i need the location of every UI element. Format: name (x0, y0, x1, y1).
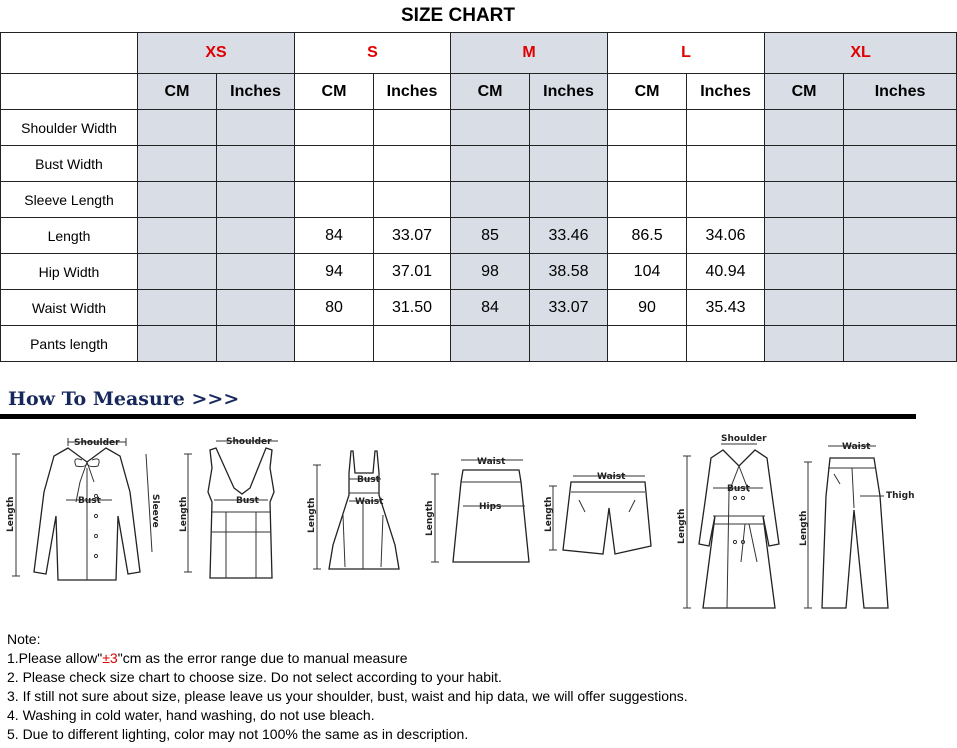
table-row (1, 290, 957, 326)
table-cell (374, 182, 451, 218)
table-cell: 37.01 (374, 254, 451, 290)
table-cell: 94 (295, 254, 374, 290)
table-row (1, 146, 957, 182)
table-cell: 33.07 (374, 218, 451, 254)
size-header-l: L (608, 33, 765, 74)
note-1-post: "cm as the error range due to manual measure (117, 650, 408, 666)
table-cell (295, 182, 374, 218)
label-bust: Bust (78, 496, 101, 506)
note-1-pre: 1.Please allow" (7, 650, 103, 666)
row-label: Shoulder Width (1, 110, 138, 146)
table-cell: 33.46 (530, 218, 608, 254)
size-header-xl: XL (765, 33, 957, 74)
table-cell (138, 146, 217, 182)
unit-inches: Inches (217, 74, 295, 110)
table-cell (608, 326, 687, 362)
table-cell (451, 326, 530, 362)
label-shoulder: Shoulder (74, 438, 120, 448)
size-header-m: M (451, 33, 608, 74)
table-row (1, 326, 957, 362)
table-cell (138, 326, 217, 362)
notes-heading: Note: (7, 631, 41, 647)
table-row (1, 110, 957, 146)
table-cell (530, 326, 608, 362)
table-cell (374, 146, 451, 182)
table-cell (138, 290, 217, 326)
table-cell: 35.43 (687, 290, 765, 326)
table-cell (687, 110, 765, 146)
unit-header-row (1, 74, 957, 110)
table-cell: 80 (295, 290, 374, 326)
label-waist: Waist (477, 457, 506, 467)
table-cell (765, 110, 844, 146)
table-cell (844, 290, 957, 326)
table-cell: 84 (295, 218, 374, 254)
table-cell (295, 146, 374, 182)
table-cell (765, 182, 844, 218)
table-cell (138, 254, 217, 290)
table-cell (217, 146, 295, 182)
label-shoulder: Shoulder (226, 437, 272, 447)
strap-dress-diagram (305, 445, 415, 585)
label-waist: Waist (355, 497, 384, 507)
notes-section (7, 630, 688, 744)
label-bust: Bust (357, 475, 380, 485)
table-cell (374, 110, 451, 146)
size-header-row (1, 33, 957, 74)
label-length: Length (425, 500, 435, 536)
label-hips: Hips (479, 502, 502, 512)
unit-inches: Inches (844, 74, 957, 110)
label-bust: Bust (727, 484, 750, 494)
table-cell (217, 110, 295, 146)
table-cell (138, 110, 217, 146)
table-cell (138, 218, 217, 254)
label-length: Length (544, 496, 554, 532)
tank-top-diagram (180, 432, 290, 584)
unit-cm: CM (608, 74, 687, 110)
table-cell (530, 110, 608, 146)
table-cell (687, 146, 765, 182)
unit-inches: Inches (530, 74, 608, 110)
blouse-diagram (6, 432, 170, 590)
note-3: 3. If still not sure about size, please leave us your shoulder, bust, waist and hip data, we will offer suggestions. (7, 688, 688, 704)
table-cell (374, 326, 451, 362)
label-shoulder: Shoulder (721, 434, 767, 444)
note-4: 4. Washing in cold water, hand washing, do not use bleach. (7, 707, 375, 723)
skirt-diagram (425, 452, 535, 572)
table-cell: 40.94 (687, 254, 765, 290)
note-5: 5. Due to different lighting, color may not 100% the same as in description. (7, 726, 469, 742)
table-cell: 33.07 (530, 290, 608, 326)
table-cell (217, 254, 295, 290)
size-chart-table (0, 32, 957, 362)
table-cell (295, 326, 374, 362)
table-row (1, 218, 957, 254)
unit-inches: Inches (687, 74, 765, 110)
table-cell (765, 254, 844, 290)
table-row (1, 254, 957, 290)
table-cell (451, 182, 530, 218)
label-thigh: Thigh (886, 491, 915, 501)
table-cell: 38.58 (530, 254, 608, 290)
divider-bar (0, 414, 916, 419)
label-length: Length (179, 496, 189, 532)
table-cell (844, 146, 957, 182)
label-length: Length (307, 497, 317, 533)
table-cell (608, 182, 687, 218)
table-cell (217, 182, 295, 218)
table-cell (138, 182, 217, 218)
shorts-diagram (545, 472, 665, 562)
label-waist: Waist (842, 442, 871, 452)
table-cell (217, 326, 295, 362)
unit-cm: CM (295, 74, 374, 110)
note-2: 2. Please check size chart to choose size. Do not select according to your habit. (7, 669, 502, 685)
table-cell (844, 110, 957, 146)
how-to-measure-heading: How To Measure >>> (8, 388, 240, 410)
pants-diagram (799, 436, 915, 612)
size-header-s: S (295, 33, 451, 74)
table-cell (295, 110, 374, 146)
row-label: Waist Width (1, 290, 138, 326)
table-row (1, 182, 957, 218)
table-cell (608, 110, 687, 146)
unit-inches: Inches (374, 74, 451, 110)
label-waist: Waist (597, 472, 626, 482)
table-cell (844, 182, 957, 218)
coat-diagram (675, 432, 795, 614)
table-cell: 98 (451, 254, 530, 290)
corner-cell (1, 74, 138, 110)
table-cell (687, 326, 765, 362)
table-cell: 104 (608, 254, 687, 290)
table-cell: 84 (451, 290, 530, 326)
table-cell (765, 218, 844, 254)
table-cell: 31.50 (374, 290, 451, 326)
label-bust: Bust (236, 496, 259, 506)
table-cell (451, 110, 530, 146)
row-label: Hip Width (1, 254, 138, 290)
table-cell (451, 146, 530, 182)
table-cell (844, 254, 957, 290)
table-cell (765, 290, 844, 326)
table-cell (217, 290, 295, 326)
note-1 (7, 649, 688, 668)
table-cell (530, 182, 608, 218)
table-cell (687, 182, 765, 218)
unit-cm: CM (765, 74, 844, 110)
table-cell: 86.5 (608, 218, 687, 254)
table-cell (530, 146, 608, 182)
table-cell: 34.06 (687, 218, 765, 254)
table-cell (844, 326, 957, 362)
table-cell (844, 218, 957, 254)
unit-cm: CM (138, 74, 217, 110)
row-label: Pants length (1, 326, 138, 362)
table-cell (765, 146, 844, 182)
table-cell: 85 (451, 218, 530, 254)
table-cell (217, 218, 295, 254)
table-cell (608, 146, 687, 182)
label-sleeve: Sleeve (150, 494, 160, 528)
row-label: Sleeve Length (1, 182, 138, 218)
table-cell: 90 (608, 290, 687, 326)
label-length: Length (677, 508, 687, 544)
row-label: Length (1, 218, 138, 254)
table-cell (765, 326, 844, 362)
size-header-xs: XS (138, 33, 295, 74)
label-length: Length (799, 510, 809, 546)
label-length: Length (6, 496, 16, 532)
unit-cm: CM (451, 74, 530, 110)
row-label: Bust Width (1, 146, 138, 182)
corner-cell (1, 33, 138, 74)
note-1-tolerance: ±3 (102, 650, 118, 666)
page-title: SIZE CHART (401, 5, 515, 26)
